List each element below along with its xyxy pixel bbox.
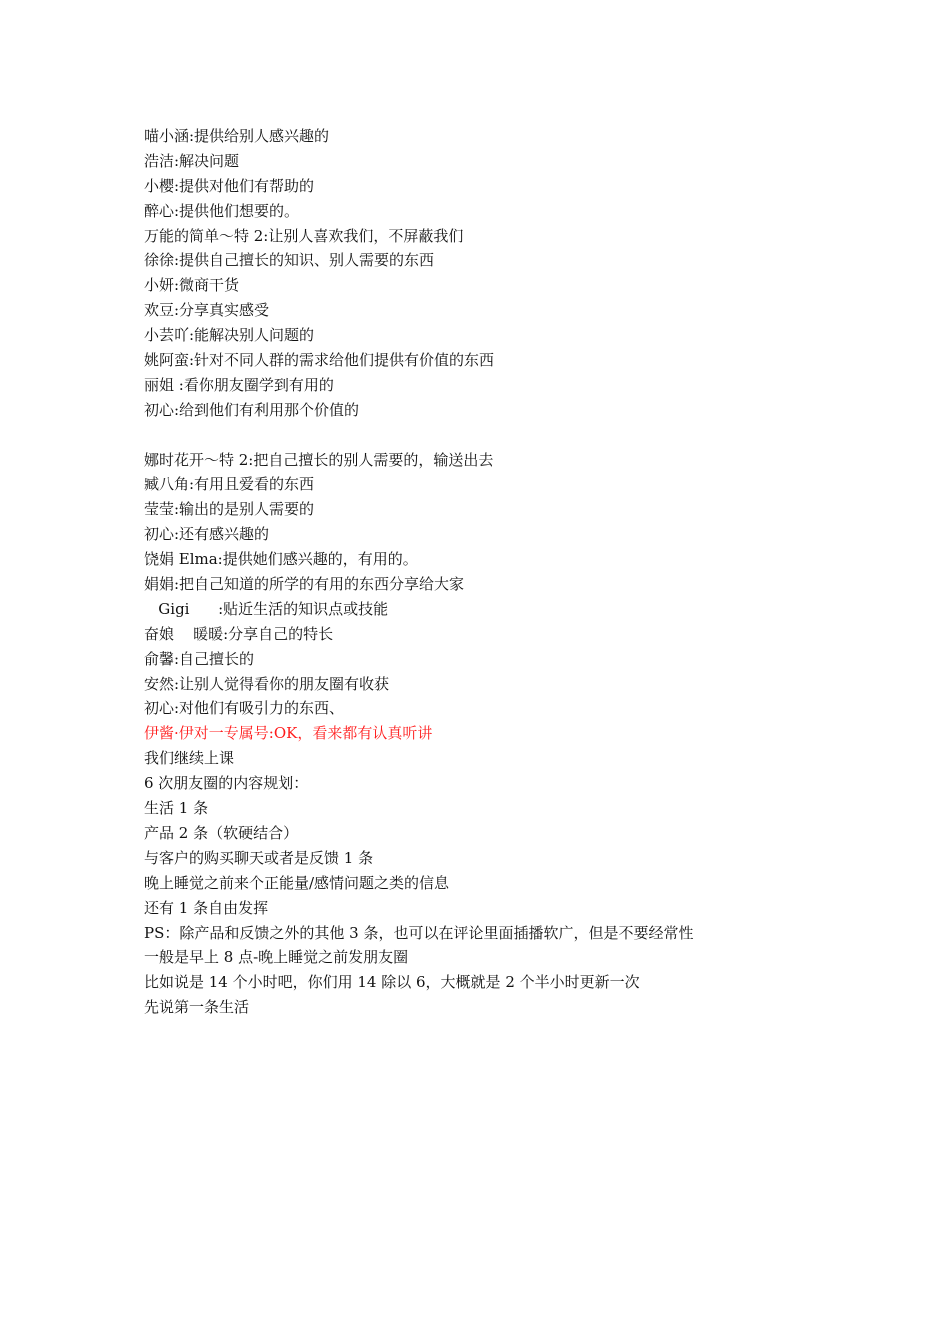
text-line: 娟娟:把自己知道的所学的有用的东西分享给大家: [144, 575, 465, 594]
text-line: 小樱:提供对他们有帮助的: [144, 176, 315, 195]
text-line: 娜时花开～特 2:把自己擅长的别人需要的，输送出去: [144, 450, 494, 469]
text-line: 我们继续上课: [144, 749, 235, 768]
text-line: Gigi :贴近生活的知识点或技能: [144, 599, 389, 618]
text-line: PS：除产品和反馈之外的其他 3 条，也可以在评论里面插播软广，但是不要经常性: [144, 923, 694, 942]
text-line: 徐徐:提供自己擅长的知识、别人需要的东西: [144, 251, 435, 270]
text-line: 莹莹:输出的是别人需要的: [144, 500, 315, 519]
text-line: 万能的简单～特 2:让别人喜欢我们，不屏蔽我们: [144, 226, 464, 245]
text-line: 奋娘 暖暖:分享自己的特长: [144, 624, 334, 643]
text-line: 醉心:提供他们想要的。: [144, 201, 300, 220]
text-line: 生活 1 条: [144, 799, 209, 818]
text-line: 初心:对他们有吸引力的东西、: [144, 699, 345, 718]
text-line: 初心:给到他们有利用那个价值的: [144, 400, 360, 419]
text-line: 安然:让别人觉得看你的朋友圈有收获: [144, 674, 390, 693]
text-line: 产品 2 条（软硬结合）: [144, 823, 299, 842]
text-line: 姚阿蛮:针对不同人群的需求给他们提供有价值的东西: [144, 351, 495, 370]
text-line: 喵小涵:提供给别人感兴趣的: [144, 127, 330, 145]
text-line: 6 次朋友圈的内容规划：: [144, 774, 309, 793]
text-line: 俞馨:自己擅长的: [144, 649, 255, 668]
text-line: 小芸吖:能解决别人问题的: [144, 326, 315, 345]
text-line: 小妍:微商干货: [144, 276, 240, 295]
text-line: 先说第一条生活: [144, 998, 250, 1017]
text-line: 一般是早上 8 点-晚上睡觉之前发朋友圈: [144, 948, 409, 967]
document-body: [144, 124, 784, 1020]
text-line: 比如说是 14 个小时吧，你们用 14 除以 6，大概就是 2 个半小时更新一次: [144, 973, 640, 992]
text-line: 欢豆:分享真实感受: [144, 301, 270, 320]
text-line: 还有 1 条自由发挥: [144, 898, 269, 917]
blank-line: [144, 423, 784, 448]
text-line: 初心:还有感兴趣的: [144, 525, 270, 544]
highlighted-reply-line: 伊酱·伊对一专属号:OK，看来都有认真听讲: [144, 724, 433, 743]
text-line: 浩洁:解决问题: [144, 151, 240, 170]
text-line: 丽姐 :看你朋友圈学到有用的: [144, 375, 334, 394]
text-line: 晚上睡觉之前来个正能量/感情问题之类的信息: [144, 873, 450, 892]
text-line: 臧八角:有用且爱看的东西: [144, 475, 315, 494]
text-line: 与客户的购买聊天或者是反馈 1 条: [144, 848, 374, 867]
text-line: 饶娟 Elma:提供她们感兴趣的，有用的。: [144, 550, 418, 569]
